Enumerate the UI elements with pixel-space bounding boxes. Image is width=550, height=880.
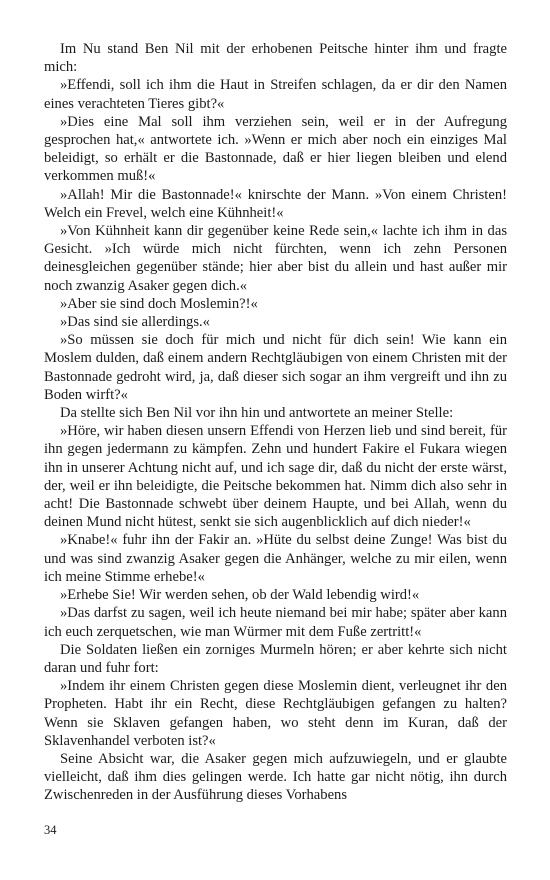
paragraph: »Von Kühnheit kann dir gegenüber keine Rede sein,« lachte ich ihm in das Gesicht. »Ich würde mich nicht fürchten, wenn ich zehn Personen deinesgleichen gegenüber stände; hier aber bist du allein und hast außer mir noch zwanzig Asaker gegen dich.« — [44, 223, 507, 294]
page-number: 34 — [44, 823, 57, 837]
paragraph: Im Nu stand Ben Nil mit der erhobenen Peitsche hinter ihm und fragte mich: — [44, 41, 507, 76]
paragraph: Seine Absicht war, die Asaker gegen mich aufzuwiegeln, und er glaubte vielleicht, daß ihm dies gelingen werde. Ich hatte gar nicht nötig, ihn durch Zwischenreden in der Ausführung dieses Vorhabens — [44, 750, 507, 804]
paragraph: »Dies eine Mal soll ihm verziehen sein, weil er in der Aufregung gesprochen hat,« antwortete ich. »Wenn er mich aber noch ein einziges Mal beleidigt, so erhält er die Bastonnade, daß er hier liegen bleiben und elend verkommen muß!« — [44, 113, 507, 185]
paragraph: »Höre, wir haben diesen unsern Effendi von Herzen lieb und sind bereit, für ihn gegen jedermann zu kämpfen. Zehn und hundert Fakire el Fukara wiegen ihn in unserer Achtung nicht auf, und ich sage dir, daß du nicht der erste wärst, der, weil er ihn beleidigte, die Peitsche bekommen hat. Nimm dich also sehr in acht! Die Bastonnade schwebt über deinem Haupte, und bei Allah, wenn du deinen Mund nicht hütest, senkt sie sich augenblicklich auf dich nieder!« — [44, 423, 507, 531]
paragraph: »Erhebe Sie! Wir werden sehen, ob der Wald lebendig wird!« — [60, 587, 420, 604]
paragraph: Die Soldaten ließen ein zorniges Murmeln hören; er aber kehrte sich nicht daran und fuhr fort: — [44, 641, 507, 676]
paragraph: »Das darfst zu sagen, weil ich heute niemand bei mir habe; später aber kann ich euch zerquetschen, wie man Würmer mit dem Fuße zertritt!« — [44, 605, 507, 640]
paragraph: »Indem ihr einem Christen gegen diese Moslemin dient, verleugnet ihr den Propheten. Habt ihr ein Recht, diese Rechtgläubigen gefangen zu halten? Wenn sie Sklaven gefangen haben, wo steht denn im Kuran, daß der Sklavenhandel verboten ist?« — [44, 678, 507, 749]
paragraph: Da stellte sich Ben Nil vor ihn hin und antwortete an meiner Stelle: — [60, 405, 454, 422]
paragraph: »Effendi, soll ich ihm die Haut in Streifen schlagen, da er dir den Namen eines verachteten Tieres gibt?« — [44, 77, 507, 112]
paragraph: »Knabe!« fuhr ihn der Fakir an. »Hüte du selbst deine Zunge! Was bist du und was sind zwanzig Asaker gegen die Anhänger, welche zu mir eilen, wenn ich meine Stimme erhebe!« — [44, 532, 507, 585]
paragraph: »Allah! Mir die Bastonnade!« knirschte der Mann. »Von einem Christen! Welch ein Frevel, welch eine Kühnheit!« — [44, 186, 507, 221]
paragraph: »So müssen sie doch für mich und nicht für dich sein! Wie kann ein Moslem dulden, daß einem andern Rechtgläubigen von einem Christen mit der Bastonnade gedroht wird, ja, daß dieser sich sogar an ihm vergreift und ihn zu Boden wirft?« — [44, 332, 507, 403]
paragraph: »Das sind sie allerdings.« — [60, 314, 210, 331]
body-text — [44, 40, 507, 805]
paragraph: »Aber sie sind doch Moslemin?!« — [60, 295, 258, 312]
